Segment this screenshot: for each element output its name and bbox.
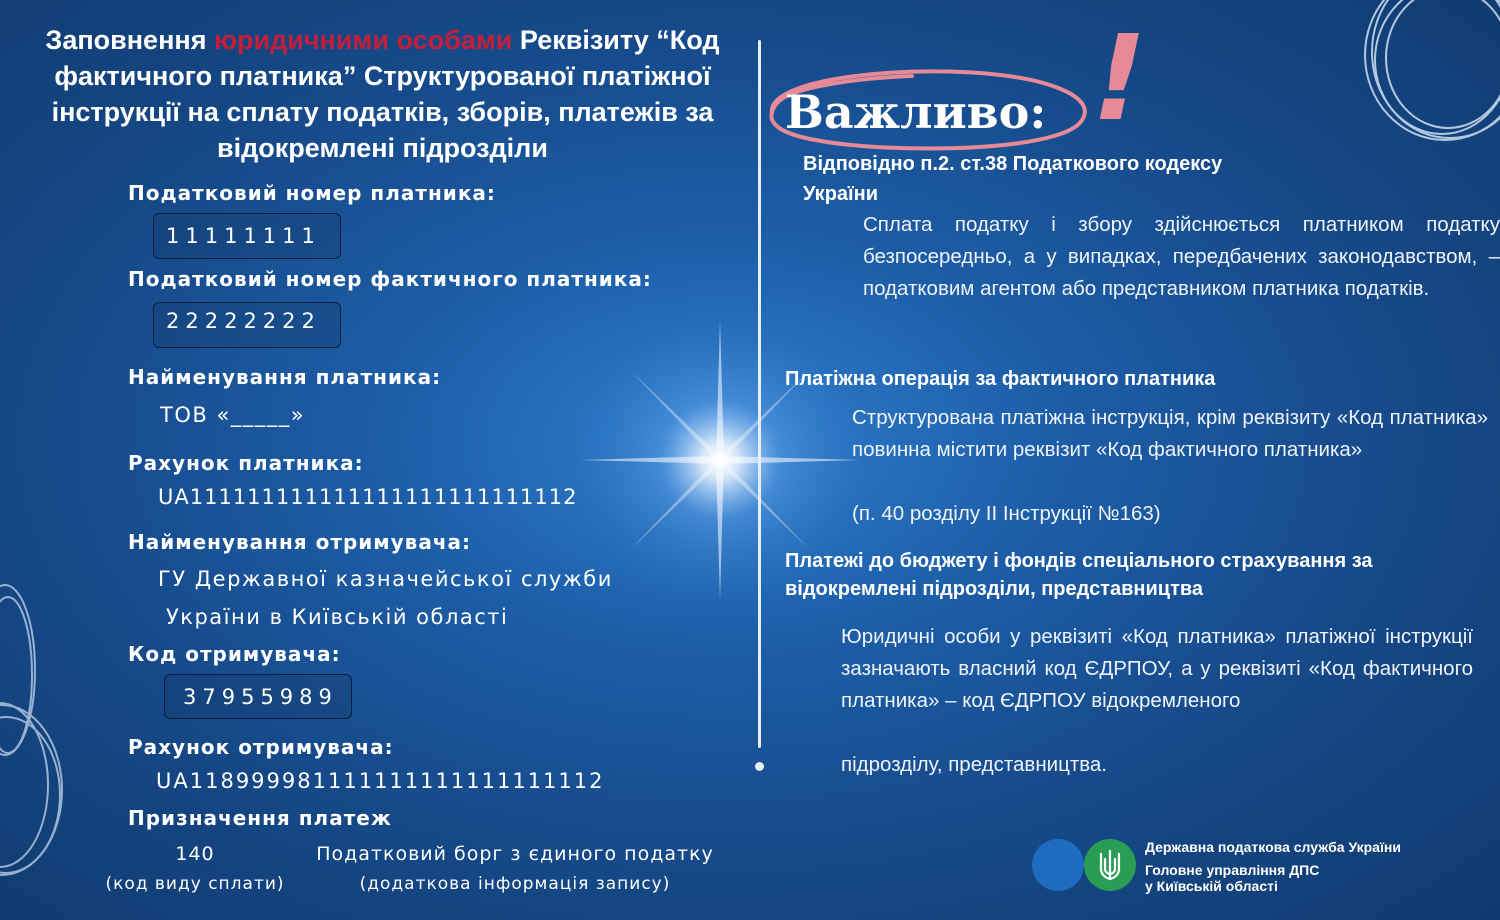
important-heading: Важливо:	[785, 85, 1047, 139]
section3-text: Юридичні особи у реквізиті «Код платника» платіжної інструкції зазначають власний код ЄДРПОУ, а у реквізиті «Код фактичного платника» – код ЄДРПОУ відокремленого	[841, 625, 1473, 712]
payment-type-caption: (код виду сплати)	[105, 874, 285, 894]
extra-info-value: Податковий борг з єдиного податку	[316, 843, 714, 865]
section2-reference: (п. 40 розділу ІІ Інструкції №163)	[852, 502, 1161, 525]
recipient-name-line1: ГУ Державної казначейської служби	[158, 567, 613, 591]
org-name-line1: Державна податкова служба України	[1145, 839, 1401, 855]
recipient-name-line2: України в Київській області	[166, 605, 509, 629]
payer-name-value: ТОВ «_____»	[160, 403, 306, 427]
recipient-account-value: UA118999981111111111111111112	[156, 769, 605, 793]
section3-heading: Платежі до бюджету і фондів спеціального страхування за відокремлені підрозділи, представництва	[785, 550, 1373, 600]
title-part2: Реквізиту “Код фактичного платника” Структурованої платіжної інструкції на сплату податків, зборів, платежів за відокремлені підрозділи	[51, 25, 720, 163]
section1-heading-line2: України	[803, 183, 879, 205]
title-part1: Заповнення	[45, 25, 214, 55]
actual-payer-tax-number-box: 22222222	[153, 302, 341, 348]
divider-dot	[755, 762, 764, 771]
title-highlight: юридичними особами	[213, 25, 513, 55]
payer-account-label: Рахунок платника:	[128, 451, 364, 475]
payer-name-label: Найменування платника:	[128, 365, 442, 389]
payer-tax-number-label: Податковий номер платника:	[128, 181, 496, 205]
exclamation-mark: !	[1077, 9, 1161, 147]
logo-green-circle	[1084, 839, 1136, 891]
recipient-code-box: 37955989	[164, 674, 352, 719]
payer-account-value: UA111111111111111111111111112	[158, 485, 578, 509]
payment-purpose-label: Призначення платеж	[128, 806, 392, 830]
trident-icon	[1084, 839, 1136, 891]
section2-heading: Платіжна операція за фактичного платника	[785, 368, 1216, 390]
recipient-account-label: Рахунок отримувача:	[128, 735, 394, 759]
payment-type-value: 140	[175, 843, 215, 865]
extra-info-caption: (додаткова інформація запису)	[359, 874, 671, 894]
org-name-line2: Головне управління ДПС	[1145, 862, 1320, 878]
section1-text: Сплата податку і збору здійснюється платником податку безпосередньо, а у випадках, передбачених законодавством, – податковим агентом або представником платника податків.	[863, 213, 1500, 300]
recipient-code-label: Код отримувача:	[128, 642, 341, 666]
swirl-decoration-left	[0, 580, 80, 890]
actual-payer-tax-number-label: Податковий номер фактичного платника:	[128, 267, 652, 291]
org-name-line3: у Київській області	[1145, 878, 1278, 894]
logo-blue-circle	[1032, 839, 1084, 891]
payer-tax-number-box: 11111111	[153, 213, 341, 259]
swirl-decoration-top-right	[1350, 0, 1500, 150]
section1-heading-line1: Відповідно п.2. ст.38 Податкового кодексу	[803, 153, 1223, 175]
section3-text-end: підрозділу, представництва.	[841, 753, 1107, 776]
section2-text: Структурована платіжна інструкція, крім реквізиту «Код платника» повинна містити реквізит «Код фактичного платника»	[852, 406, 1488, 461]
page-title	[10, 22, 755, 166]
recipient-name-label: Найменування отримувача:	[128, 530, 472, 554]
